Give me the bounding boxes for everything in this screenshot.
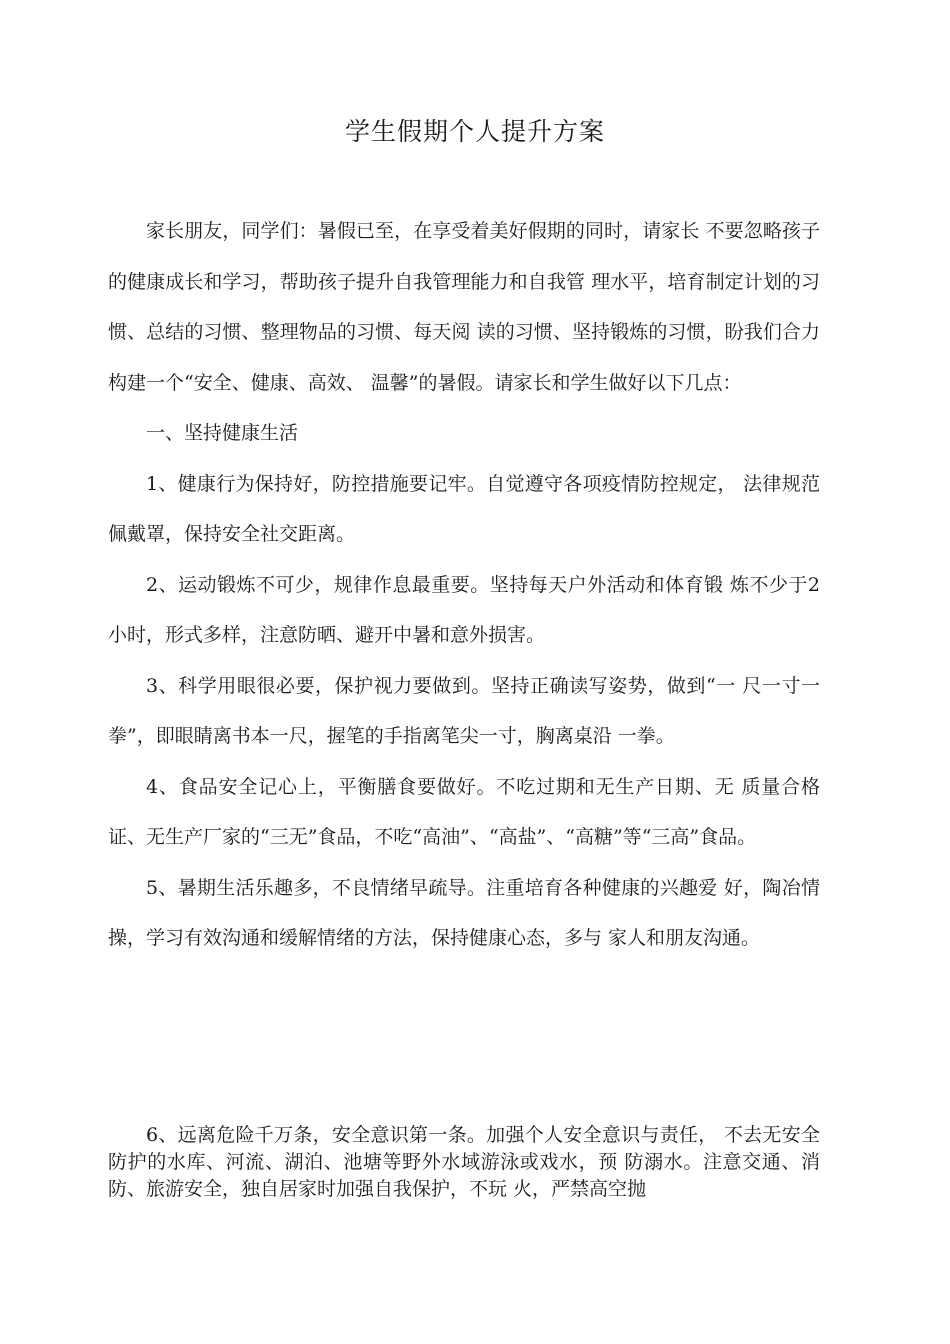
list-item: 6、远离危险千万条，安全意识第一条。加强个人安全意识与责任， 不去无安全防护的水库、河流、湖泊、池塘等野外水域游泳或戏水，预 防溺水。注意交通、消防、旅游安全，独自居家时加强自我保护，不玩 火，严禁高空抛 [108,1124,820,1200]
list-item: 5、暑期生活乐趣多，不良情绪早疏导。注重培育各种健康的兴趣爱 好，陶冶情操，学习有效沟通和缓解情绪的方法，保持健康心态，多与 家人和朋友沟通。 [108,876,820,949]
document-body-continued [108,1122,820,1203]
list-item: 1、健康行为保持好，防控措施要记牢。自觉遵守各项疫情防控规定， 法律规范佩戴罩，保持安全社交距离。 [108,472,820,545]
list-item: 4、食品安全记心上，平衡膳食要做好。不吃过期和无生产日期、无 质量合格证、无生产厂家的“三无”食品，不吃“高油”、“高盐”、“高糖”等“三高”食品。 [108,775,820,848]
intro-paragraph: 家长朋友，同学们：暑假已至，在享受着美好假期的同时，请家长 不要忽略孩子的健康成长和学习，帮助孩子提升自我管理能力和自我管 理水平，培育制定计划的习惯、总结的习惯、整理物品的习惯、每天阅 读的习惯、坚持锻炼的习惯，盼我们合力构建一个“安全、健康、高效、 温馨”的暑假。请家长和学生做好以下几点： [108,220,820,394]
document-body [108,206,820,964]
list-item: 2、运动锻炼不可少，规律作息最重要。坚持每天户外活动和体育锻 炼不少于2小时，形式多样，注意防晒、避开中暑和意外损害。 [108,573,820,646]
list-item: 3、科学用眼很必要，保护视力要做到。坚持正确读写姿势，做到“一 尺一寸一拳”，即眼睛离书本一尺，握笔的手指离笔尖一寸，胸离桌沿 一拳。 [108,674,820,747]
document-title: 学生假期个人提升方案 [344,117,605,146]
section-heading: 一、坚持健康生活 [146,422,299,444]
